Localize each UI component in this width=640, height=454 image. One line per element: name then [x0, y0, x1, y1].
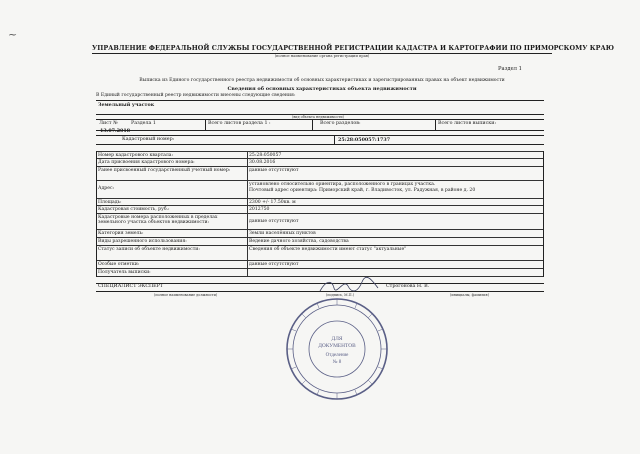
row-label-line2: земельного участка объектов недвижимости:	[98, 220, 210, 225]
table-row	[96, 151, 544, 158]
stamp-line-3: Отделение	[325, 353, 349, 358]
row-label: Дата присвоения кадастрового номера:	[98, 160, 195, 165]
row-label: Кадастровые номера расположенных в пределах	[98, 215, 218, 220]
row-value: Ведение дачного хозяйства, садоводства	[249, 239, 349, 244]
sheet-number-label: Лист №	[99, 121, 118, 126]
document-header: УПРАВЛЕНИЕ ФЕДЕРАЛЬНОЙ СЛУЖБЫ ГОСУДАРСТВЕННОЙ РЕГИСТРАЦИИ КАДАСТРА И КАРТОГРАФИИ ПО ПРИМОРСКОМУ КРАЮ	[92, 44, 615, 52]
table-row	[96, 229, 544, 237]
cell-border	[435, 119, 436, 130]
table-row	[96, 237, 544, 245]
intro-note: В Единый государственный реестр недвижимости внесены следующие сведения:	[96, 93, 296, 98]
sheets-in-section-label: Всего листов раздела 1 :	[208, 121, 271, 126]
row-value-line2: Почтовый адрес ориентира: Приморский край, г. Владивосток, ул. Радужная, в районе д. 20	[249, 188, 476, 193]
stamp-line-1: ДЛЯ	[331, 336, 343, 342]
handwritten-signature	[318, 276, 380, 296]
cell-border	[312, 119, 313, 130]
total-sheets-label: Всего листов выписки:	[438, 121, 497, 126]
extract-title: Выписка из Единого государственного реестра недвижимости об основных характеристиках и зарегистрированных правах на объект недвижимости	[139, 78, 505, 83]
row-value: 2012750	[249, 207, 270, 212]
office-stamp	[284, 296, 390, 402]
header-hint: (полное наименование органа регистрации прав)	[274, 54, 370, 58]
cell-border	[334, 135, 335, 144]
divider	[96, 144, 544, 145]
sections-label: Всего разделов:	[320, 121, 361, 126]
table-row	[96, 260, 544, 268]
table-row	[96, 158, 544, 166]
name-hint: (инициалы, фамилия)	[450, 293, 490, 297]
table-row	[96, 166, 544, 180]
row-value: Земли населённых пунктов	[249, 231, 316, 236]
cadastral-number-label: Кадастровый номер:	[122, 137, 175, 142]
row-value: данные отсутствуют	[249, 168, 299, 173]
row-label: Получатель выписки:	[98, 270, 151, 275]
cell-border	[205, 119, 206, 130]
signature-hint: (подпись, М.П.)	[326, 293, 355, 297]
divider	[96, 100, 544, 101]
divider	[96, 119, 544, 120]
table-row	[96, 198, 544, 205]
object-type-hint: (вид объекта недвижимости)	[292, 115, 344, 119]
stamp-line-2: ДОКУМЕНТОВ	[318, 343, 356, 349]
table-border-left	[96, 151, 97, 277]
row-value: 25:28:050057	[249, 153, 282, 158]
extract-date: 13.07.2018	[100, 128, 131, 134]
row-label: Виды разрешенного использования:	[98, 239, 187, 244]
row-label: Адрес:	[98, 186, 115, 191]
object-type: Земельный участок	[98, 102, 155, 108]
row-value: 30.08.2016	[249, 160, 276, 165]
row-label: Категория земель:	[98, 231, 144, 236]
cadastral-number: 25:28:050057:1737	[338, 137, 391, 143]
stamp-line-4: № 8	[332, 360, 342, 365]
sheet-section-label: Раздела 1	[131, 121, 156, 126]
table-row	[96, 205, 544, 213]
signer-name: Строгонова Н. В.	[386, 284, 430, 289]
pen-mark: ~	[8, 28, 18, 41]
column-divider	[247, 151, 248, 277]
signer-role: СПЕЦИАЛИСТ ЭКСПЕРТ	[98, 284, 164, 289]
table-row	[96, 180, 544, 198]
row-value: 2300 +/- 17.50кв. м	[249, 200, 296, 205]
row-label: Статус записи об объекте недвижимости:	[98, 247, 200, 252]
row-label: Кадастровая стоимость, руб.:	[98, 207, 170, 212]
divider	[96, 130, 544, 131]
row-value: данные отсутствуют	[249, 219, 299, 224]
row-label: Ранее присвоенный государственный учетный номер:	[98, 168, 231, 173]
extract-subtitle: Сведения об основных характеристиках объекта недвижимости	[227, 86, 417, 92]
row-value: данные отсутствуют	[249, 262, 299, 267]
row-value: установлено относительно ориентира, расположенного в границах участка.	[249, 182, 436, 187]
divider	[96, 135, 544, 136]
table-row	[96, 245, 544, 260]
row-label: Особые отметки:	[98, 262, 140, 267]
section-label: Раздел 1	[498, 66, 522, 72]
table-row	[96, 213, 544, 229]
row-label: Номер кадастрового квартала:	[98, 153, 174, 158]
row-value: Сведения об объекте недвижимости имеют статус "актуальные"	[249, 247, 407, 252]
row-label: Площадь:	[98, 200, 122, 205]
role-hint: (полное наименование должности)	[154, 293, 218, 297]
table-border-right	[543, 151, 544, 277]
